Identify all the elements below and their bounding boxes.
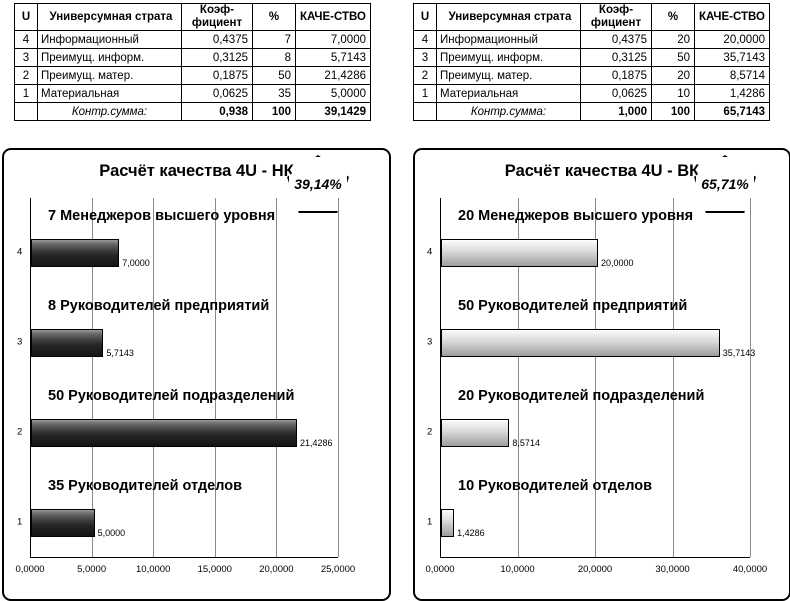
x-axis [440, 557, 750, 558]
cell-name: Материальная [38, 85, 182, 103]
table-total-row [15, 103, 371, 121]
cell-coef: 0,4375 [182, 31, 253, 49]
y-axis-category-label: 3 [17, 336, 23, 348]
cell-u: 2 [414, 67, 437, 85]
cell-quality: 1,4286 [695, 85, 770, 103]
cell-quality: 7,0000 [296, 31, 371, 49]
y-axis-category-label: 2 [427, 426, 433, 438]
bar-group-title: 50 Руководителей подразделений [48, 388, 295, 404]
bar [441, 239, 598, 267]
table-row [15, 31, 371, 49]
badge-value: 65,71% [701, 176, 749, 192]
chart-title-nk: Расчёт качества 4U - НК [99, 162, 294, 180]
cell-name: Преимущ. матер. [437, 67, 581, 85]
y-axis-category-label: 1 [17, 516, 23, 528]
col-header-pct: % [652, 4, 695, 31]
bar-group-title: 7 Менеджеров высшего уровня [48, 208, 276, 224]
x-axis-tick-label: 0,0000 [15, 564, 45, 575]
bar [31, 509, 95, 537]
cell-total-label: Контр.сумма: [437, 103, 581, 121]
chart-panel-vk [413, 148, 790, 601]
cell-name: Информационный [38, 31, 182, 49]
cell-name: Преимущ. информ. [437, 49, 581, 67]
bar [31, 329, 103, 357]
table-row [414, 31, 770, 49]
x-axis-tick-label: 25,0000 [320, 564, 356, 575]
cell-quality: 5,7143 [296, 49, 371, 67]
bar [441, 419, 509, 447]
bar [441, 509, 454, 537]
col-header-quality: КАЧЕ-СТВО [695, 4, 770, 31]
bar-value-label: 35,7143 [722, 348, 756, 358]
cell-total-pct: 100 [652, 103, 695, 121]
x-axis-tick-label: 15,0000 [197, 564, 232, 575]
gridline [750, 198, 751, 557]
bar-group-title: 20 Менеджеров высшего уровня [458, 208, 694, 224]
bar-value-label: 5,7143 [106, 348, 134, 358]
table-total-row [414, 103, 770, 121]
table-row [414, 67, 770, 85]
cell-u: 4 [15, 31, 38, 49]
bar [31, 239, 119, 267]
table-row [414, 85, 770, 103]
bar-value-label: 8,5714 [512, 438, 540, 448]
x-axis-tick-label: 5,0000 [77, 564, 107, 575]
col-header-u: U [414, 4, 437, 31]
cell-u: 3 [414, 49, 437, 67]
cell-coef: 0,0625 [581, 85, 652, 103]
gridline [338, 198, 339, 557]
y-axis-category-label: 4 [17, 246, 23, 258]
bar-group-title: 20 Руководителей подразделений [458, 388, 705, 404]
bar-group-title: 8 Руководителей предприятий [48, 298, 270, 314]
gridline [153, 198, 154, 557]
table-header-row [15, 4, 371, 31]
plot-area-vk [425, 198, 768, 575]
bar-group-title: 35 Руководителей отделов [48, 478, 242, 494]
y-axis-category-label: 4 [427, 246, 433, 258]
x-axis-tick-label: 10,0000 [500, 564, 535, 575]
col-header-coef: Коэф-фициент [182, 4, 253, 31]
cell-total-quality: 39,1429 [296, 103, 371, 121]
col-header-quality: КАЧЕ-СТВО [296, 4, 371, 31]
x-axis-tick-label: 30,0000 [655, 564, 690, 575]
chart-title-vk: Расчёт качества 4U - ВК [504, 162, 700, 180]
x-axis [30, 557, 338, 558]
cell-coef: 0,3125 [581, 49, 652, 67]
y-axis-category-label: 3 [427, 336, 433, 348]
cell-u: 1 [414, 85, 437, 103]
y-axis-category-label: 2 [17, 426, 23, 438]
x-axis-tick-label: 20,0000 [259, 564, 294, 575]
chart-panel-nk [2, 148, 391, 601]
cell-total-coef: 1,000 [581, 103, 652, 121]
cell-pct: 8 [253, 49, 296, 67]
col-header-strata: Универсумная страта [437, 4, 581, 31]
col-header-pct: % [253, 4, 296, 31]
cell-coef: 0,1875 [581, 67, 652, 85]
cell-u [15, 103, 38, 121]
cell-quality: 8,5714 [695, 67, 770, 85]
cell-name: Преимущ. информ. [38, 49, 182, 67]
col-header-coef: Коэф-фициент [581, 4, 652, 31]
table-row [15, 85, 371, 103]
cell-pct: 20 [652, 67, 695, 85]
bar-group-title: 50 Руководителей предприятий [458, 298, 688, 314]
table-row [414, 49, 770, 67]
bar [31, 419, 297, 447]
cell-total-pct: 100 [253, 103, 296, 121]
cell-u [414, 103, 437, 121]
x-axis-tick-label: 0,0000 [425, 564, 455, 575]
cell-u: 2 [15, 67, 38, 85]
cell-coef: 0,3125 [182, 49, 253, 67]
cell-u: 3 [15, 49, 38, 67]
gridline [276, 198, 277, 557]
cell-coef: 0,1875 [182, 67, 253, 85]
x-axis-tick-label: 10,0000 [136, 564, 171, 575]
cell-quality: 5,0000 [296, 85, 371, 103]
bar-group-title: 10 Руководителей отделов [458, 478, 652, 494]
bar [441, 329, 720, 357]
bar-value-label: 7,0000 [122, 258, 150, 268]
cell-pct: 20 [652, 31, 695, 49]
table-row [15, 49, 371, 67]
col-header-u: U [15, 4, 38, 31]
table-header-row [414, 4, 770, 31]
cell-name: Информационный [437, 31, 581, 49]
table-nk [14, 3, 371, 121]
bar-value-label: 21,4286 [300, 438, 333, 448]
cell-u: 4 [414, 31, 437, 49]
bar-value-label: 20,0000 [601, 258, 634, 268]
cell-name: Преимущ. матер. [38, 67, 182, 85]
x-axis-tick-label: 20,0000 [577, 564, 613, 575]
cell-quality: 21,4286 [296, 67, 371, 85]
col-header-strata: Универсумная страта [38, 4, 182, 31]
cell-quality: 20,0000 [695, 31, 770, 49]
badge-value: 39,14% [294, 176, 342, 192]
cell-quality: 35,7143 [695, 49, 770, 67]
bar-value-label: 5,0000 [97, 528, 126, 538]
cell-total-quality: 65,7143 [695, 103, 770, 121]
cell-coef: 0,0625 [182, 85, 253, 103]
cell-pct: 7 [253, 31, 296, 49]
cell-pct: 35 [253, 85, 296, 103]
cell-name: Материальная [437, 85, 581, 103]
x-axis-tick-label: 40,0000 [732, 564, 768, 575]
gridline [215, 198, 216, 557]
cell-u: 1 [15, 85, 38, 103]
table-row [15, 67, 371, 85]
plot-area-nk [15, 198, 356, 575]
y-axis-category-label: 1 [427, 516, 433, 528]
bar-value-label: 1,4286 [457, 528, 485, 538]
cell-pct: 50 [253, 67, 296, 85]
cell-pct: 10 [652, 85, 695, 103]
cell-pct: 50 [652, 49, 695, 67]
cell-coef: 0,4375 [581, 31, 652, 49]
cell-total-label: Контр.сумма: [38, 103, 182, 121]
table-vk [413, 3, 770, 121]
cell-total-coef: 0,938 [182, 103, 253, 121]
gridline [673, 198, 674, 557]
